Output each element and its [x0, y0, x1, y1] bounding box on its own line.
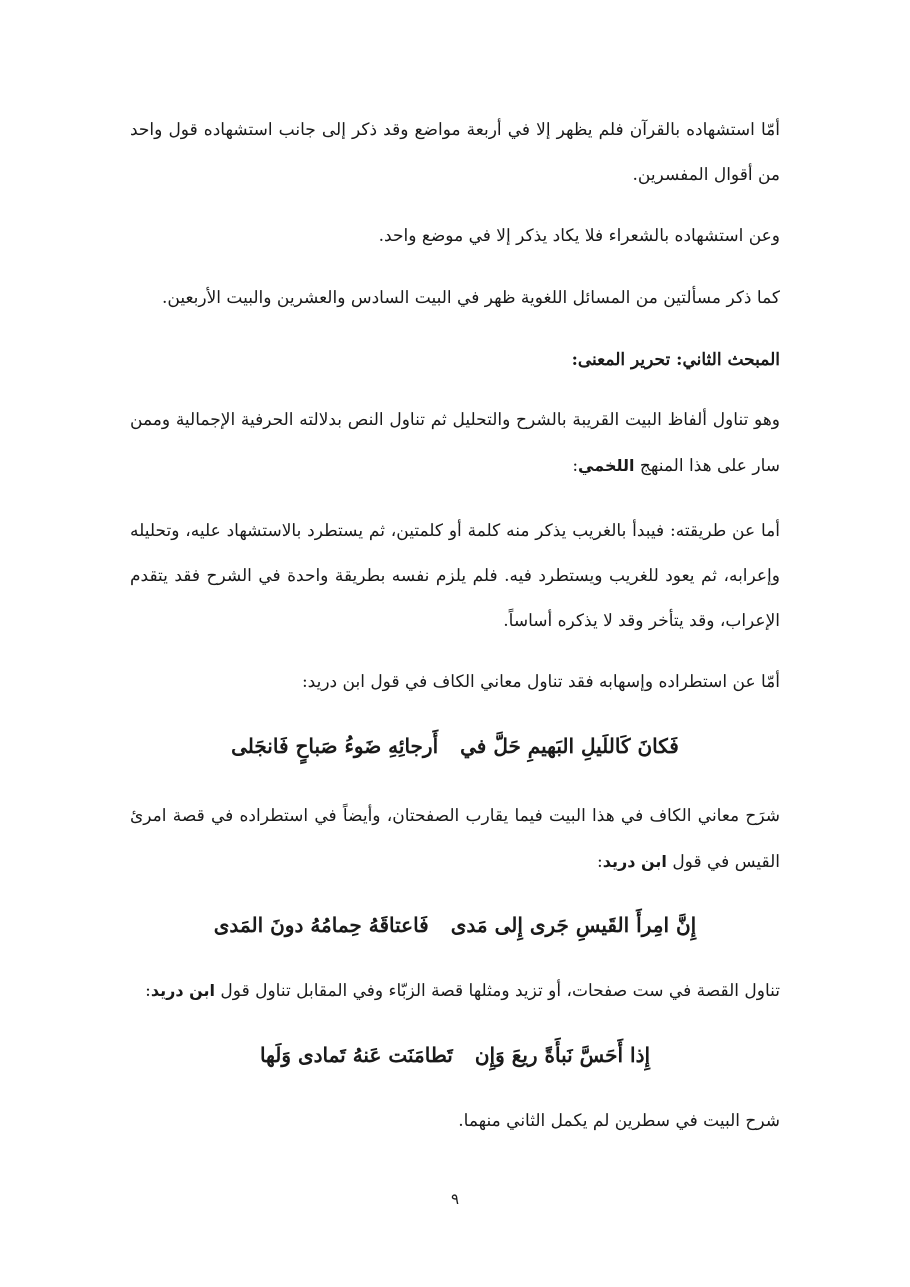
- paragraph-method-approach: أما عن طريقته: فيبدأ بالغريب يذكر منه كلمة أو كلمتين، ثم يستطرد بالاستشهاد عليه، وتحليله وإعرابه، ثم يعود للغريب ويستطرد فيه. فلم يلزم نفسه بطريقة واحدة في الشرح فقد يتقدم الإعراب، وقد يتأخر وقد لا يذكره أساساً.: [130, 521, 780, 631]
- paragraph-zabba-suffix: :: [145, 981, 151, 1001]
- paragraph-imru-alqais: [130, 794, 780, 885]
- page-number: ٩: [450, 1190, 460, 1208]
- paragraph-short-explanation: شرح البيت في سطرين لم يكمل الثاني منهما.: [458, 1111, 780, 1131]
- verse-imru-alqais: [130, 905, 780, 945]
- verse-kaf-second-hemistich: أَرجائِهِ ضَوءُ صَباحٍ فَانجَلى: [231, 734, 439, 758]
- verse-nabaa-first-hemistich: إِذا أَحَسَّ نَبأَةً ريعَ وَإِن: [474, 1043, 651, 1067]
- paragraph-zabba-text: تناول القصة في ست صفحات، أو تزيد ومثلها قصة الزبّاء وفي المقابل تناول قول: [215, 981, 780, 1001]
- paragraph-method-text: وهو تناول ألفاظ البيت القريبة بالشرح والتحليل ثم تناول النص بدلالته الحرفية الإجمالية وممن سار على هذا المنهج: [130, 410, 780, 476]
- page-body: [130, 108, 780, 1165]
- paragraph-digression-intro: أمّا عن استطراده وإسهابه فقد تناول معاني الكاف في قول ابن دريد:: [301, 672, 780, 692]
- paragraph-poetry-citations: وعن استشهاده بالشعراء فلا يكاد يذكر إلا في موضع واحد.: [378, 226, 780, 246]
- verse-kaf-first-hemistich: فَكانَ كَاللَيلِ البَهيمِ حَلَّ في: [460, 734, 679, 758]
- section-heading-prefix: المبحث الثاني: [682, 350, 780, 370]
- section-heading-title: تحرير المعنى: [577, 350, 671, 370]
- section-heading-suffix: :: [571, 350, 578, 370]
- paragraph-imru-alqais-suffix: :: [597, 852, 603, 872]
- paragraph-quran-citations: أمّا استشهاده بالقرآن فلم يظهر إلا في أربعة مواضع وقد ذكر إلى جانب استشهاده قول واحد من أقوال المفسرين.: [130, 120, 780, 185]
- verse-kaf: [130, 726, 780, 766]
- section-heading: [130, 342, 780, 378]
- verse-imru-alqais-first-hemistich: إِنَّ امِرأَ القَيسِ جَرى إِلى مَدى: [450, 913, 697, 937]
- paragraph-imru-alqais-text: شرَح معاني الكاف في هذا البيت فيما يقارب الصفحتان، وأيضاً في استطراده في قصة امرئ القيس في قول: [130, 806, 780, 872]
- author-name-lakhmi: اللخمي: [578, 456, 635, 475]
- paragraph-method-suffix: :: [572, 456, 579, 476]
- author-name-ibn-durayd-1: ابن دريد: [602, 852, 667, 871]
- verse-nabaa: [130, 1035, 780, 1075]
- author-name-ibn-durayd-2: ابن دريد: [150, 981, 216, 1000]
- verse-imru-alqais-second-hemistich: فَاعتاقَهُ حِمامُهُ دونَ المَدى: [213, 913, 429, 937]
- verse-nabaa-second-hemistich: تَطامَنَت عَنهُ تَمادى وَلَها: [259, 1043, 453, 1067]
- section-heading-separator: :: [670, 350, 683, 370]
- paragraph-linguistic-issues: كما ذكر مسألتين من المسائل اللغوية ظهر في البيت السادس والعشرين والبيت الأربعين.: [161, 288, 780, 308]
- paragraph-zabba-story: [130, 973, 780, 1009]
- paragraph-method-definition: [130, 398, 780, 489]
